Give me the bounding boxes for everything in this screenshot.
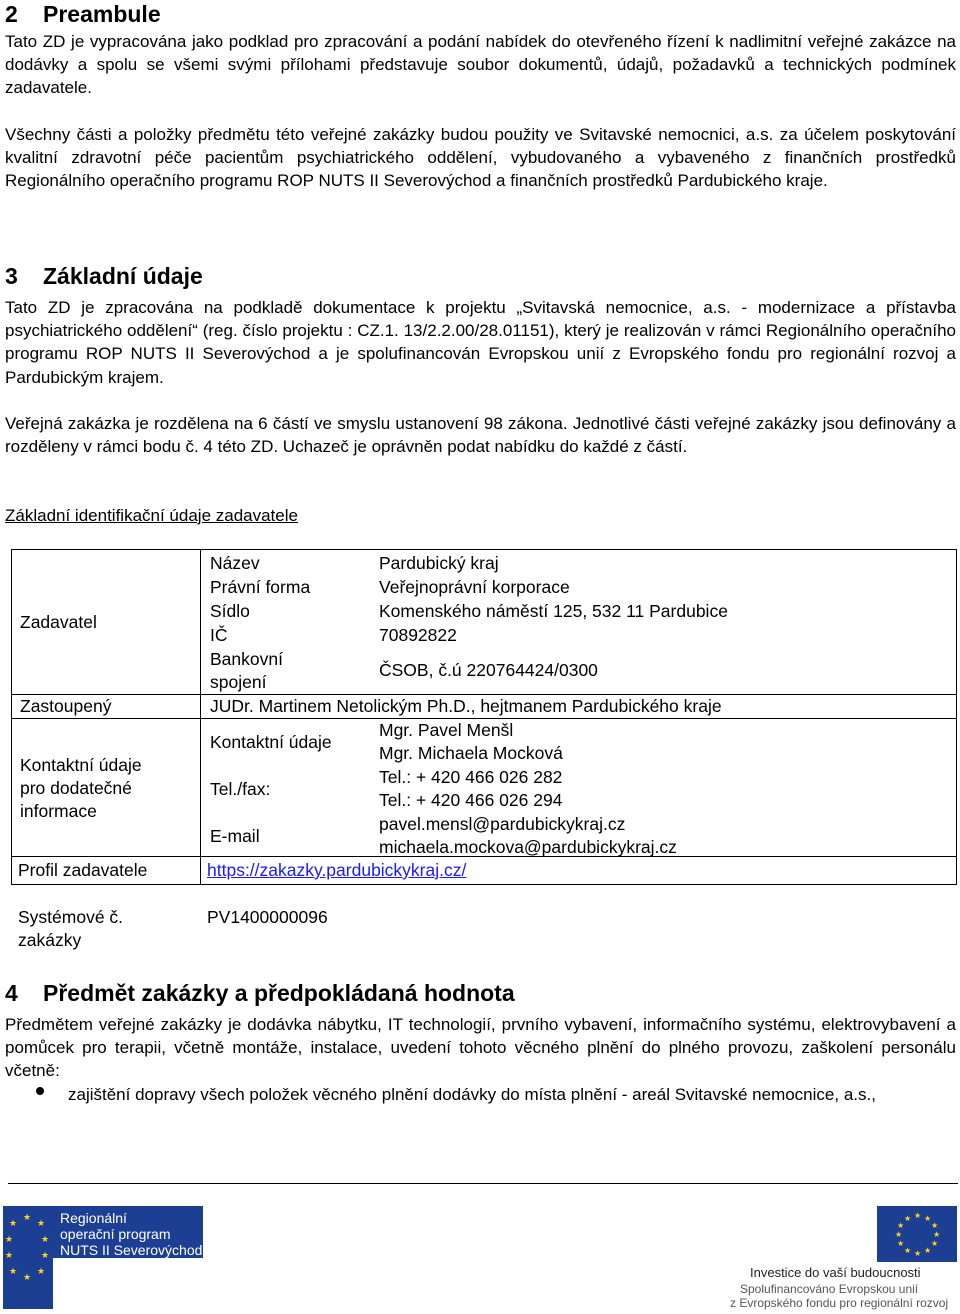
svg-text:★: ★ <box>37 1219 46 1229</box>
section-number: 4 <box>5 980 18 1006</box>
bullet-icon <box>36 1087 44 1095</box>
zadavatel-label: Zadavatel <box>20 612 97 632</box>
section-number: 3 <box>5 263 18 289</box>
tel-value-2: Tel.: + 420 466 026 294 <box>379 790 563 810</box>
kontaktni-udaje-label-line3: informace <box>20 801 97 821</box>
ic-value: 70892822 <box>379 625 457 645</box>
section-title: Základní údaje <box>43 263 203 289</box>
svg-text:★: ★ <box>41 1235 50 1245</box>
svg-text:★: ★ <box>37 1267 46 1277</box>
section-4-heading <box>5 979 515 1007</box>
section-title: Předmět zakázky a předpokládaná hodnota <box>43 980 515 1006</box>
eu-stars-icon <box>3 1206 53 1309</box>
svg-text:★: ★ <box>904 1246 912 1255</box>
ic-label: IČ <box>210 625 228 645</box>
kontaktni-udaje-label-line2: pro dodatečné <box>20 778 132 798</box>
svg-text:★: ★ <box>897 1221 905 1230</box>
svg-text:★: ★ <box>931 1239 939 1248</box>
eu-stars-icon <box>877 1206 957 1262</box>
rop-logo-line3: NUTS II Severovýchod <box>60 1242 203 1258</box>
email-value-1: pavel.mensl@pardubickykraj.cz <box>379 814 626 834</box>
contact-person-1: Mgr. Pavel Menšl <box>379 720 514 740</box>
svg-text:★: ★ <box>41 1251 50 1261</box>
eu-logo-line1: Investice do vaší budoucnosti <box>750 1265 921 1280</box>
eu-flag-icon <box>877 1206 957 1262</box>
svg-text:★: ★ <box>931 1221 939 1230</box>
contact-person-2: Mgr. Michaela Mocková <box>379 743 563 763</box>
preambule-paragraph-1: Tato ZD je vypracována jako podklad pro zpracování a podání nabídek do otevřeného řízení k nadlimitní veřejné zakázce na dodávky a spolu se všemi svými přílohami představuje soubor dokumentů, údajů, požadavků a technických podmínek zadavatele. <box>5 32 956 98</box>
systemove-cislo-label-line1: Systémové č. <box>18 907 124 927</box>
tel-fax-label: Tel./fax: <box>210 779 271 799</box>
section-title: Preambule <box>43 1 161 27</box>
eu-logo-line3: z Evropského fondu pro regionální rozvoj <box>730 1296 949 1310</box>
svg-text:★: ★ <box>924 1214 932 1223</box>
email-value-2: michaela.mockova@pardubickykraj.cz <box>379 837 677 857</box>
profil-zadavatele-label: Profil zadavatele <box>18 860 148 880</box>
zastoupeny-label: Zastoupený <box>20 696 112 716</box>
table-border-left <box>11 549 12 885</box>
systemove-cislo-label-line2: zakázky <box>18 930 82 950</box>
tel-value-1: Tel.: + 420 466 026 282 <box>379 767 563 787</box>
svg-text:★: ★ <box>914 1249 922 1258</box>
email-label: E-mail <box>210 826 260 846</box>
bankovni-spojeni-label-line1: Bankovní <box>210 649 283 669</box>
profil-zadavatele-link[interactable]: https://zakazky.pardubickykraj.cz/ <box>207 860 467 880</box>
rop-logo-line1: Regionální <box>60 1210 127 1226</box>
systemove-cislo-value: PV1400000096 <box>207 907 328 927</box>
table-border-bottom <box>11 884 956 885</box>
kontaktni-udaje-sublabel: Kontaktní údaje <box>210 732 332 752</box>
section-number: 2 <box>5 1 18 27</box>
bankovni-spojeni-value: ČSOB, č.ú 220764424/0300 <box>379 660 598 680</box>
footer-divider <box>8 1183 958 1184</box>
nazev-label: Název <box>210 553 260 573</box>
svg-text:★: ★ <box>5 1251 14 1261</box>
svg-text:★: ★ <box>914 1211 922 1220</box>
zakladni-udaje-paragraph-1: Tato ZD je zpracována na podkladě dokumentace k projektu „Svitavská nemocnice, a.s. - modernizace a přístavba psychiatrického oddělení“ (reg. číslo projektu : CZ.1. 13/2.2.00/28.01151), který je realizován v rámci Regionálního operačního programu ROP NUTS II Severovýchod a je spolufinancován Evropskou unií z Evropského fondu pro regionální rozvoj a Pardubickým krajem. <box>5 298 956 387</box>
svg-text:★: ★ <box>23 1273 32 1283</box>
svg-text:★: ★ <box>5 1235 14 1245</box>
nazev-value: Pardubický kraj <box>379 553 499 573</box>
sidlo-label: Sídlo <box>210 601 250 621</box>
predmet-paragraph-1: Předmětem veřejné zakázky je dodávka nábytku, IT technologií, prvního vybavení, informačního systému, elektrovybavení a pomůcek pro terapii, včetně montáže, instalace, uvedení tohoto věcného plnění do plného provozu, zaškolení personálu včetně: <box>5 1015 956 1081</box>
bankovni-spojeni-label-line2: spojení <box>210 672 267 692</box>
svg-text:★: ★ <box>895 1230 903 1239</box>
table-column-divider <box>200 549 201 885</box>
rop-flag-icon <box>3 1206 53 1309</box>
rop-logo-line2: operační program <box>60 1226 171 1242</box>
sidlo-value: Komenského náměstí 125, 532 11 Pardubice <box>379 601 728 621</box>
svg-text:★: ★ <box>933 1230 941 1239</box>
svg-text:★: ★ <box>23 1213 32 1223</box>
table-border-top <box>11 549 956 550</box>
zastoupeny-value: JUDr. Martinem Netolickým Ph.D., hejtmanem Pardubického kraje <box>210 696 722 716</box>
svg-text:★: ★ <box>904 1214 912 1223</box>
identification-subheading: Základní identifikační údaje zadavatele <box>5 506 298 525</box>
table-border-right <box>956 549 957 885</box>
svg-text:★: ★ <box>924 1246 932 1255</box>
bullet-item-1: zajištění dopravy všech položek věcného plnění dodávky do místa plnění - areál Svitavské nemocnice, a.s., <box>68 1085 876 1104</box>
preambule-paragraph-2: Všechny části a položky předmětu této veřejné zakázky budou použity ve Svitavské nemocnici, a.s. za účelem poskytování kvalitní zdravotní péče pacientům psychiatrického oddělení, vybudovaného a vybaveného z finančních prostředků Regionálního operačního programu ROP NUTS II Severovýchod a finančních prostředků Pardubického kraje. <box>5 125 956 191</box>
pravni-forma-label: Právní forma <box>210 577 311 597</box>
eu-logo-line2: Spolufinancováno Evropskou unií <box>740 1282 919 1296</box>
pravni-forma-value: Veřejnoprávní korporace <box>379 577 570 597</box>
svg-text:★: ★ <box>9 1267 18 1277</box>
section-3-heading <box>5 262 203 290</box>
section-2-heading <box>5 0 161 28</box>
zakladni-udaje-paragraph-2: Veřejná zakázka je rozdělena na 6 částí ve smyslu ustanovení 98 zákona. Jednotlivé části veřejné zakázky jsou definovány a rozděleny v rámci bodu č. 4 této ZD. Uchazeč je oprávněn podat nabídku do každé z částí. <box>5 414 956 457</box>
svg-text:★: ★ <box>9 1219 18 1229</box>
kontaktni-udaje-label-line1: Kontaktní údaje <box>20 755 142 775</box>
svg-text:★: ★ <box>897 1239 905 1248</box>
